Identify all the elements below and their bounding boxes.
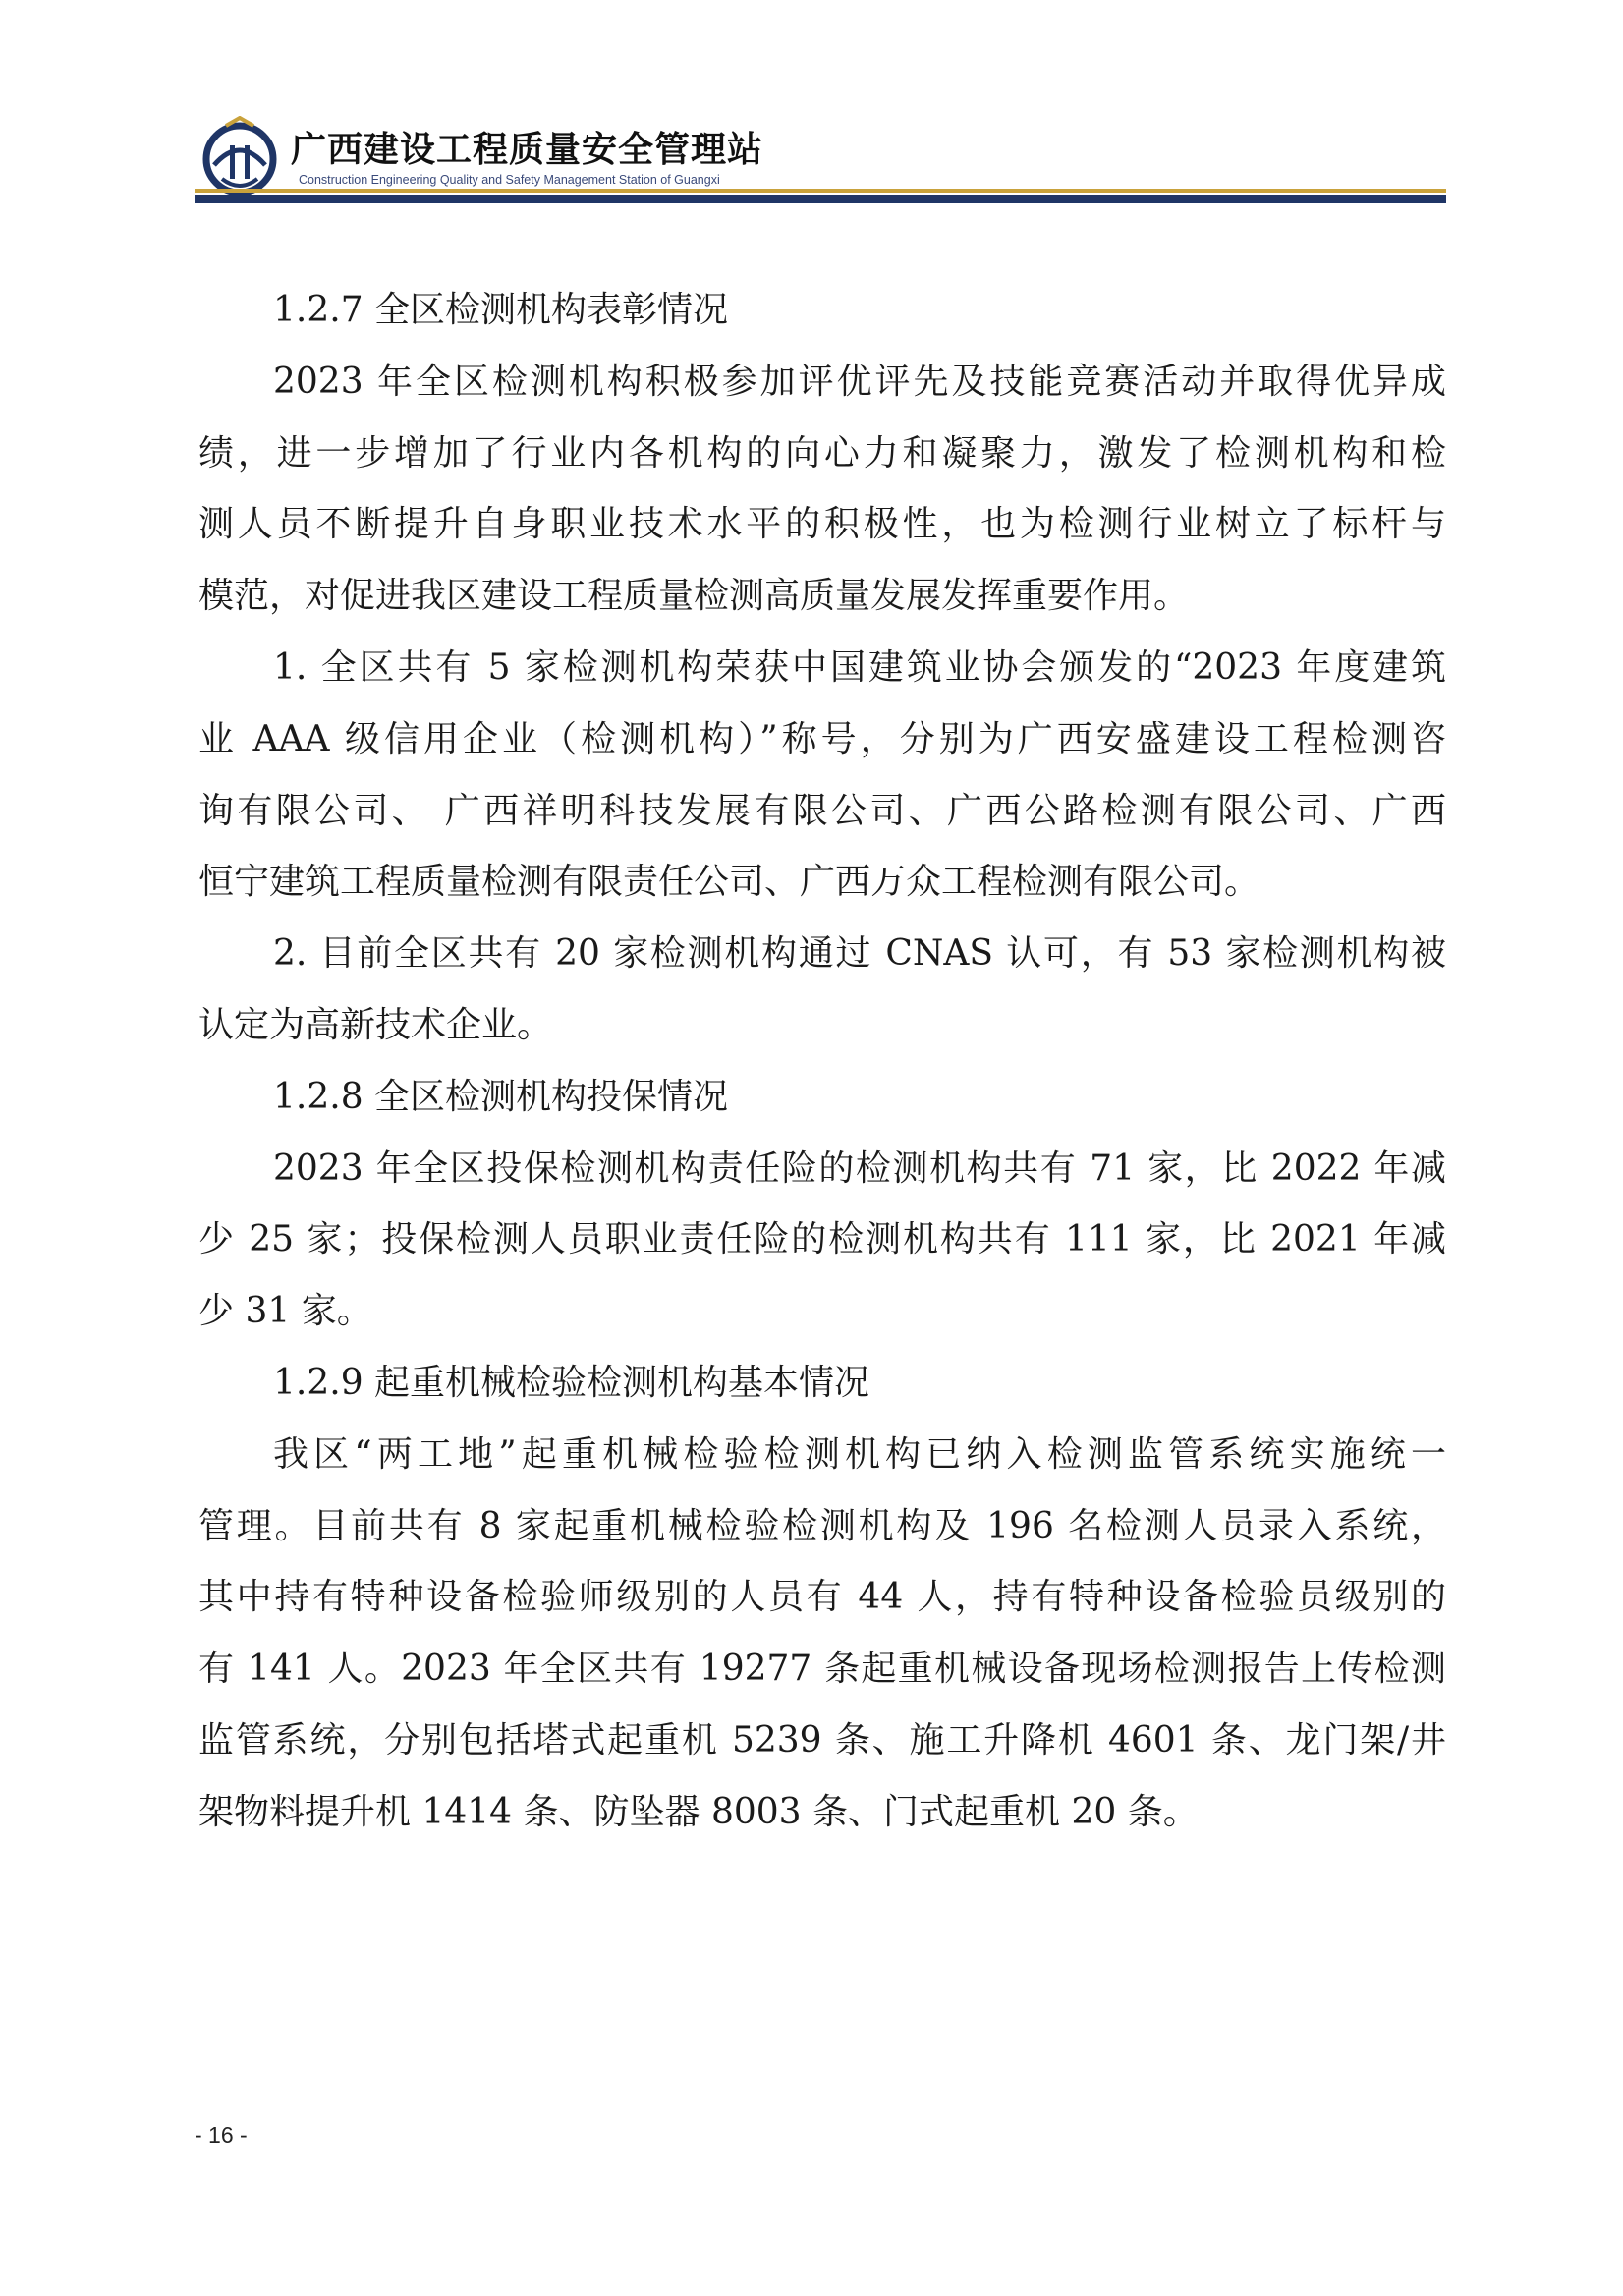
- section-heading-1-2-8: 1.2.8 全区检测机构投保情况: [273, 1076, 729, 1117]
- document-body: [198, 275, 1446, 1849]
- paragraph-awards-intro: [198, 347, 1446, 633]
- text-line: 测人员不断提升自身职业技术水平的积极性，也为检测行业树立了标杆与: [198, 504, 1446, 545]
- text-line: 业 AAA 级信用企业（检测机构）”称号，分别为广西安盛建设工程检测咨: [198, 718, 1446, 759]
- text-line: 少 31 家。: [198, 1291, 372, 1332]
- section-heading-1-2-7: 1.2.7 全区检测机构表彰情况: [273, 290, 729, 330]
- text-line: 认定为高新技术企业。: [198, 1004, 553, 1045]
- text-line: 绩，进一步增加了行业内各机构的向心力和凝聚力，激发了检测机构和检: [198, 432, 1446, 474]
- text-line: 询有限公司、 广西祥明科技发展有限公司、广西公路检测有限公司、广西: [198, 790, 1446, 831]
- organization-name: 广西建设工程质量安全管理站: [291, 130, 764, 170]
- text-line: 1. 全区共有 5 家检测机构荣获中国建筑业协会颁发的“2023 年度建筑: [273, 646, 1446, 688]
- paragraph-insurance: [198, 1134, 1446, 1348]
- section-heading-1-2-9: 1.2.9 起重机械检验检测机构基本情况: [273, 1362, 870, 1403]
- paragraph-crane-inspection: [198, 1420, 1446, 1849]
- page-header: [195, 106, 1446, 214]
- text-line: 架物料提升机 1414 条、防坠器 8003 条、门式起重机 20 条。: [198, 1791, 1199, 1832]
- text-line: 监管系统，分别包括塔式起重机 5239 条、施工升降机 4601 条、龙门架/井: [198, 1719, 1446, 1761]
- text-line: 少 25 家；投保检测人员职业责任险的检测机构共有 111 家，比 2021 年减: [198, 1219, 1446, 1260]
- header-navy-rule: [195, 195, 1446, 203]
- text-line: 2. 目前全区共有 20 家检测机构通过 CNAS 认可，有 53 家检测机构被: [273, 933, 1446, 975]
- header-gold-rule: [195, 189, 1446, 193]
- paragraph-aaa-credit: [198, 633, 1446, 919]
- text-line: 有 141 人。2023 年全区共有 19277 条起重机械设备现场检测报告上传检测: [198, 1649, 1446, 1690]
- text-line: 恒宁建筑工程质量检测有限责任公司、广西万众工程检测有限公司。: [198, 862, 1260, 903]
- text-line: 我区“两工地”起重机械检验检测机构已纳入检测监管系统实施统一: [273, 1433, 1446, 1475]
- organization-english-name: Construction Engineering Quality and Safety Management Station of Guangxi: [299, 173, 720, 187]
- text-line: 管理。目前共有 8 家起重机械检验检测机构及 196 名检测人员录入系统，: [198, 1505, 1446, 1546]
- text-line: 2023 年全区检测机构积极参加评优评先及技能竞赛活动并取得优异成: [273, 361, 1446, 402]
- paragraph-cnas: [198, 919, 1446, 1062]
- page-number: - 16 -: [195, 2122, 248, 2148]
- text-line: 其中持有特种设备检验师级别的人员有 44 人，持有特种设备检验员级别的: [198, 1577, 1446, 1618]
- text-line: 2023 年全区投保检测机构责任险的检测机构共有 71 家，比 2022 年减: [273, 1148, 1446, 1189]
- text-line: 模范，对促进我区建设工程质量检测高质量发展发挥重要作用。: [198, 576, 1190, 617]
